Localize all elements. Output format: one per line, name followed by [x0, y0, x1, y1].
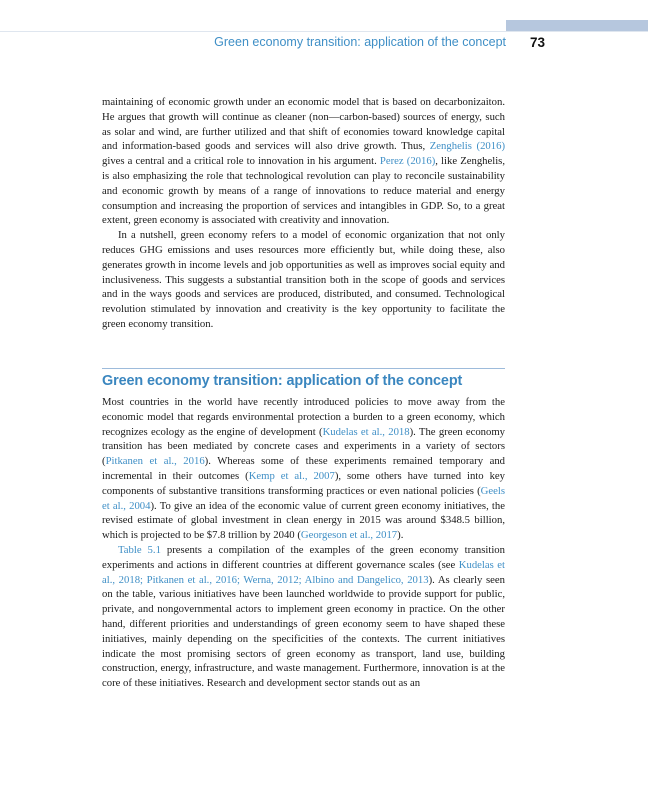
body-text-lower	[102, 395, 505, 691]
paragraph-3	[102, 395, 505, 543]
text-run: gives a central and a critical role to innovation in his argument.	[102, 155, 380, 168]
citation-link[interactable]: Pitkanen et al., 2016	[105, 455, 205, 468]
section-heading: Green economy transition: application of the concept	[102, 373, 463, 389]
paragraph-1	[102, 95, 505, 228]
text-run: ). The green economy transition has been mediated by concrete cases and experiments in a variety of sectors (	[102, 425, 506, 468]
citation-link[interactable]: Kudelas et al., 2018	[322, 425, 410, 438]
text-run: ).	[397, 529, 404, 542]
text-run: ), some others have turned into key components of substantive transitions transforming practices or even national policies (	[102, 469, 506, 497]
text-run: presents a compilation of the examples of the green economy transition experiments and actions in different countries at different governance scales (see	[102, 543, 505, 571]
text-run: ). As clearly seen on the table, various initiatives have been launched worldwide to provide support for public, private, and nongovernmental actors to implement green economy in practice. On the other hand, different priorities and understandings of green economy seem to have shaped these initiatives, mainly depending on the specificities of the contexts. The current initiatives indicate the most promising sectors of green economy as transport, land use, building construction, energy, infrastructure, and waste management. Furthermore, innovation is at the core of these initiatives. Research and development sector stands out as an	[102, 573, 505, 690]
text-run: maintaining of economic growth under an economic model that is based on decarbonizaiton. He argues that growth will continue as cleaner (non—carbon-based) sources of energy, such as solar and wind, are further utilized and that shift of economies toward knowledge capital and information-based goods and services will also drive growth. Thus,	[102, 96, 505, 153]
text-run: ). To give an idea of the economic value of current green economy initiatives, the revised estimate of global investment in clean energy in 2015 was around $348.5 billion, which is projected to be $7.8 trillion by 2040 (	[102, 499, 505, 542]
citation-link[interactable]: Kemp et al., 2007	[248, 469, 335, 482]
text-run: , like Zenghelis, is also emphasizing the role that technological revolution can play to reconcile sustainability and economic growth by means of a range of innovations to reduce material and energy consumption and increasing the proportion of services and intangibles in GDP. So, to a great extent, green economy is associated with creativity and innovation.	[102, 155, 506, 227]
body-text-upper	[102, 95, 505, 332]
citation-link[interactable]: Kudelas et al., 2018; Pitkanen et al., 2016; Werna, 2012; Albino and Dangelico, 2013	[102, 558, 505, 586]
paragraph-2: In a nutshell, green economy refers to a model of economic organization that not only reduces GHG emissions and uses resources more efficiently but, while doing these, also generates growth in income levels and job opportunities as well as improves social equity and inclusiveness. This suggests a substantial transition both in the scope of goods and services and in the ways goods and services are produced, distributed, and consumed. Technological revolution stimulated by innovation and creativity is the key opportunity to facilitate the green economy transition.	[102, 229, 505, 330]
text-run: Most countries in the world have recently introduced policies to move away from the economic model that regards environmental protection a burden to a green economy, which recognizes ecology as the engine of development (	[102, 396, 505, 438]
citation-link[interactable]: Zenghelis (2016)	[429, 140, 506, 153]
header-accent-bar	[506, 20, 648, 31]
citation-link[interactable]: Geels et al., 2004	[102, 484, 505, 512]
paragraph-4	[102, 543, 505, 691]
header-rule	[0, 31, 648, 32]
citation-link[interactable]: Georgeson et al., 2017	[300, 529, 398, 542]
text-run: ). Whereas some of these experiments remained temporary and incremental in their outcomes (	[102, 455, 506, 482]
citation-link[interactable]: Perez (2016)	[379, 155, 436, 168]
running-head: Green economy transition: application of the concept	[214, 35, 506, 49]
page-number: 73	[530, 35, 546, 50]
table-reference-link[interactable]: Table 5.1	[118, 543, 161, 556]
section-rule	[102, 368, 505, 369]
